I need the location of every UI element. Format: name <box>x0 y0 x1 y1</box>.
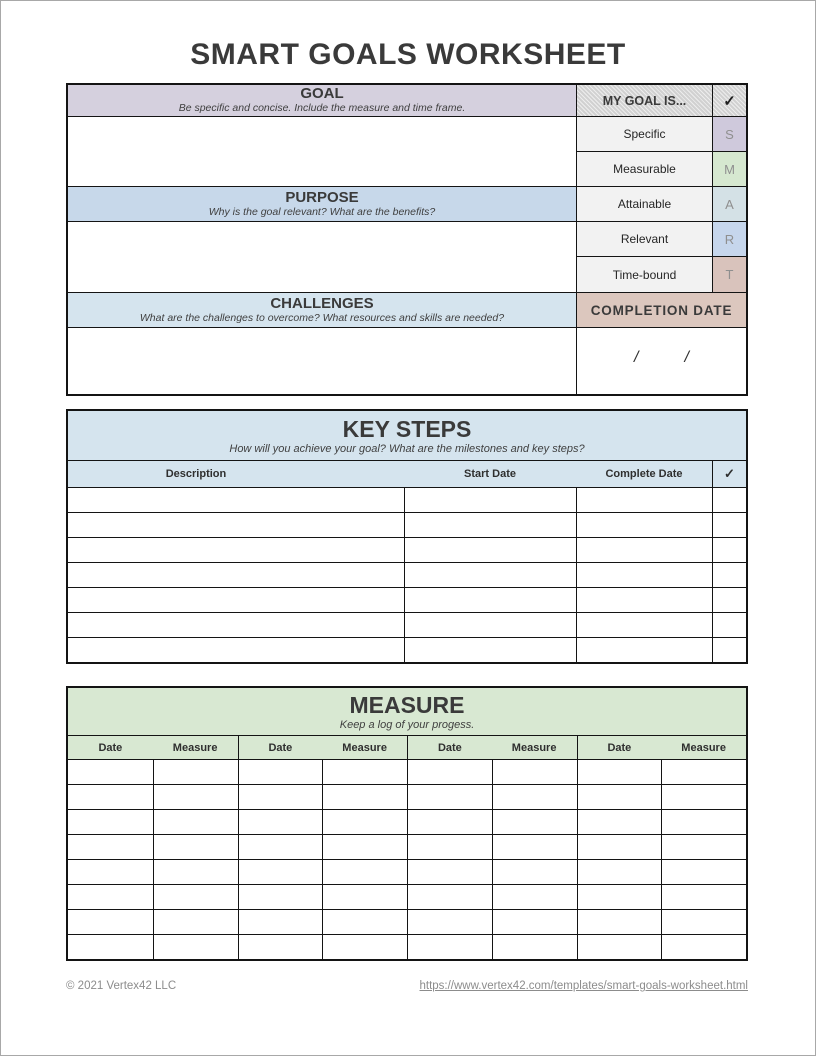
measure-column-header: Date <box>577 736 662 759</box>
key-steps-subtitle: How will you achieve your goal? What are the milestones and key steps? <box>229 442 585 455</box>
measure-cell[interactable] <box>238 759 323 784</box>
measure-body <box>68 759 746 959</box>
measure-cell[interactable] <box>577 859 662 884</box>
measure-title: MEASURE <box>349 691 465 718</box>
measure-cell[interactable] <box>577 909 662 934</box>
measure-cell[interactable] <box>407 934 492 959</box>
measure-column-header: Measure <box>172 741 218 754</box>
smart-item-letter: R <box>712 221 746 256</box>
key-steps-cell[interactable] <box>68 587 404 612</box>
key-steps-cell[interactable] <box>404 512 576 537</box>
key-steps-cell[interactable] <box>68 562 404 587</box>
smart-item-label: Measurable <box>576 151 712 186</box>
measure-cell[interactable] <box>238 809 323 834</box>
measure-cell[interactable] <box>492 909 577 934</box>
measure-column-header: Measure <box>511 741 557 754</box>
measure-cell[interactable] <box>153 909 238 934</box>
measure-cell[interactable] <box>492 809 577 834</box>
measure-cell[interactable] <box>322 909 407 934</box>
measure-cell[interactable] <box>577 934 662 959</box>
measure-cell[interactable] <box>153 784 238 809</box>
measure-cell[interactable] <box>661 784 746 809</box>
goal-input-area[interactable] <box>68 116 576 186</box>
measure-cell[interactable] <box>661 909 746 934</box>
challenges-input-area[interactable] <box>68 327 576 394</box>
measure-cell[interactable] <box>492 759 577 784</box>
measure-cell[interactable] <box>407 809 492 834</box>
key-steps-section-header <box>68 411 746 460</box>
key-steps-cell[interactable] <box>576 537 712 562</box>
measure-cell[interactable] <box>153 834 238 859</box>
measure-cell[interactable] <box>322 934 407 959</box>
check-column-header-icon: ✓ <box>712 85 746 116</box>
measure-cell[interactable] <box>492 834 577 859</box>
key-steps-cell[interactable] <box>404 537 576 562</box>
measure-cell[interactable] <box>153 859 238 884</box>
measure-cell[interactable] <box>577 759 662 784</box>
measure-cell[interactable] <box>407 859 492 884</box>
measure-cell[interactable] <box>661 859 746 884</box>
key-steps-cell[interactable] <box>404 587 576 612</box>
measure-table <box>66 686 748 961</box>
copyright-text: © 2021 Vertex42 LLC <box>66 980 177 992</box>
measure-column-header: Date <box>407 736 492 759</box>
measure-cell[interactable] <box>322 809 407 834</box>
key-steps-cell[interactable] <box>576 587 712 612</box>
key-steps-title: KEY STEPS <box>342 415 472 442</box>
smart-item-letter: T <box>712 256 746 292</box>
smart-item-letter: S <box>712 116 746 151</box>
smart-item-label: Attainable <box>576 186 712 221</box>
measure-cell[interactable] <box>68 859 153 884</box>
page-footer <box>66 980 748 992</box>
measure-cell[interactable] <box>661 834 746 859</box>
challenges-subtitle: What are the challenges to overcome? What resources and skills are needed? <box>139 311 505 324</box>
measure-cell[interactable] <box>68 759 153 784</box>
key-steps-check-cell[interactable] <box>712 512 746 537</box>
measure-cell[interactable] <box>68 884 153 909</box>
key-steps-cell[interactable] <box>576 612 712 637</box>
measure-cell[interactable] <box>238 884 323 909</box>
measure-cell[interactable] <box>68 934 153 959</box>
key-steps-check-cell[interactable] <box>712 537 746 562</box>
key-steps-cell[interactable] <box>404 612 576 637</box>
purpose-section-header <box>68 186 576 221</box>
smart-item-letter: A <box>712 186 746 221</box>
goal-table <box>66 83 748 396</box>
measure-cell[interactable] <box>68 784 153 809</box>
measure-cell[interactable] <box>322 859 407 884</box>
key-steps-cell[interactable] <box>68 537 404 562</box>
key-steps-cell[interactable] <box>68 512 404 537</box>
measure-cell[interactable] <box>661 884 746 909</box>
smart-item-label: Time-bound <box>576 256 712 292</box>
measure-column-header: Date <box>238 736 323 759</box>
measure-cell[interactable] <box>322 884 407 909</box>
measure-cell[interactable] <box>492 884 577 909</box>
measure-cell[interactable] <box>407 784 492 809</box>
key-steps-check-cell[interactable] <box>712 637 746 662</box>
column-header-description: Description <box>165 468 227 480</box>
column-header-gap <box>324 461 404 487</box>
worksheet-content <box>66 83 748 992</box>
my-goal-is-header: MY GOAL IS... <box>576 85 712 116</box>
goal-subtitle: Be specific and concise. Include the measure and time frame. <box>178 102 466 114</box>
measure-cell[interactable] <box>407 909 492 934</box>
key-steps-cell[interactable] <box>576 512 712 537</box>
purpose-subtitle: Why is the goal relevant? What are the benefits? <box>208 205 436 218</box>
goal-title: GOAL <box>300 85 344 102</box>
key-steps-cell[interactable] <box>576 562 712 587</box>
measure-column-header: Date <box>98 741 123 754</box>
measure-cell[interactable] <box>238 784 323 809</box>
measure-cell[interactable] <box>68 909 153 934</box>
smart-item-label: Relevant <box>576 221 712 256</box>
measure-cell[interactable] <box>238 909 323 934</box>
measure-cell[interactable] <box>238 934 323 959</box>
measure-cell[interactable] <box>322 784 407 809</box>
measure-cell[interactable] <box>407 834 492 859</box>
page-title: SMART GOALS WORKSHEET <box>190 38 626 71</box>
measure-cell[interactable] <box>492 784 577 809</box>
measure-cell[interactable] <box>492 934 577 959</box>
key-steps-body <box>68 487 746 662</box>
key-steps-cell[interactable] <box>68 487 404 512</box>
key-steps-cell[interactable] <box>576 637 712 662</box>
completion-date-entry[interactable] <box>576 327 746 394</box>
goal-section-header <box>68 85 576 116</box>
measure-cell[interactable] <box>407 884 492 909</box>
purpose-input-area[interactable] <box>68 221 576 292</box>
measure-cell[interactable] <box>238 834 323 859</box>
key-steps-check-cell[interactable] <box>712 562 746 587</box>
smart-item-letter: M <box>712 151 746 186</box>
measure-cell[interactable] <box>322 834 407 859</box>
measure-cell[interactable] <box>238 859 323 884</box>
footer-link[interactable]: https://www.vertex42.com/templates/smart-goals-worksheet.html <box>419 980 748 992</box>
measure-cell[interactable] <box>492 859 577 884</box>
challenges-title: CHALLENGES <box>270 294 374 312</box>
key-steps-cell[interactable] <box>404 637 576 662</box>
measure-cell[interactable] <box>407 759 492 784</box>
key-steps-cell[interactable] <box>68 612 404 637</box>
measure-column-header: Measure <box>342 741 387 754</box>
measure-cell[interactable] <box>153 884 238 909</box>
measure-column-headers <box>68 735 746 759</box>
measure-cell[interactable] <box>577 834 662 859</box>
measure-cell[interactable] <box>661 809 746 834</box>
key-steps-column-headers <box>68 460 746 487</box>
measure-cell[interactable] <box>153 759 238 784</box>
smart-item-label: Specific <box>576 116 712 151</box>
measure-cell[interactable] <box>661 934 746 959</box>
column-header-complete-date: Complete Date <box>605 468 683 480</box>
key-steps-check-cell[interactable] <box>712 587 746 612</box>
measure-cell[interactable] <box>68 834 153 859</box>
challenges-section-header <box>68 292 576 327</box>
key-steps-cell[interactable] <box>404 487 576 512</box>
measure-cell[interactable] <box>661 759 746 784</box>
measure-cell[interactable] <box>68 809 153 834</box>
key-steps-cell[interactable] <box>68 637 404 662</box>
key-steps-cell[interactable] <box>576 487 712 512</box>
measure-subtitle: Keep a log of your progess. <box>339 718 475 731</box>
measure-cell[interactable] <box>322 759 407 784</box>
measure-cell[interactable] <box>153 934 238 959</box>
measure-cell[interactable] <box>577 809 662 834</box>
column-header-start-date: Start Date <box>464 468 516 480</box>
column-header-check-icon: ✓ <box>712 461 746 487</box>
measure-cell[interactable] <box>577 784 662 809</box>
key-steps-cell[interactable] <box>404 562 576 587</box>
key-steps-check-cell[interactable] <box>712 612 746 637</box>
date-slash: / <box>634 349 639 366</box>
purpose-title: PURPOSE <box>285 188 359 206</box>
measure-column-header: Measure <box>681 741 726 754</box>
key-steps-check-cell[interactable] <box>712 487 746 512</box>
key-steps-table <box>66 409 748 664</box>
measure-cell[interactable] <box>153 809 238 834</box>
smart-checklist-rows <box>576 116 746 292</box>
date-slash: / <box>684 349 689 366</box>
measure-section-header <box>68 688 746 735</box>
measure-cell[interactable] <box>577 884 662 909</box>
completion-date-header: COMPLETION DATE <box>576 292 746 327</box>
